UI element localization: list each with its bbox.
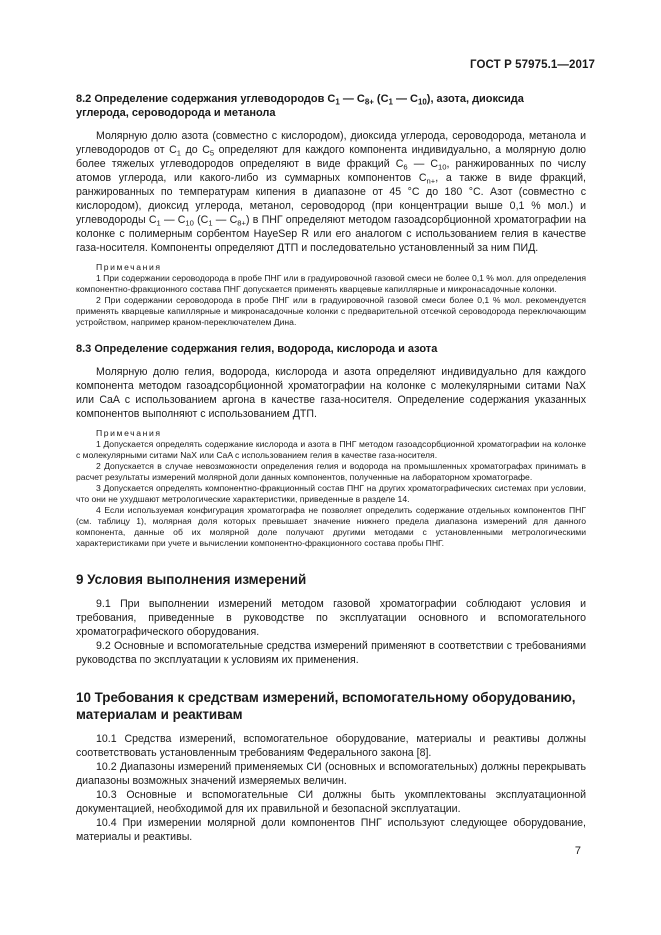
- section-10-4-paragraph: 10.4 При измерении молярной доли компонентов ПНГ используют следующее оборудование, материалы и реактивы.: [76, 817, 586, 843]
- note-item: 3 Допускается определять компонентно-фракционный состав ПНГ на других хроматографических системах при условии, что они не ухудшают метрологические характеристики, приведенные в разделе 14.: [76, 483, 586, 504]
- note-item: 2 Допускается в случае невозможности определения гелия и водорода на промышленных хроматографах принимать в расчет результаты измерений молярной доли данных компонентов, полученные на лабораторном хроматографе.: [76, 461, 586, 482]
- section-8-3-paragraph: Молярную долю гелия, водорода, кислорода и азота определяют индивидуально для каждого компонента методом газоадсорбционной хроматографии на колонке с молекулярными ситами NaX или CaA с использованием аргона в качестве газа-носителя. Определение содержания указанных компонентов выполняют с использованием ДТП.: [76, 366, 586, 420]
- page-number: 7: [574, 845, 581, 857]
- section-8-3-heading: 8.3 Определение содержания гелия, водорода, кислорода и азота: [76, 343, 438, 355]
- section-8-2-notes: [76, 262, 586, 328]
- section-9-1-paragraph: 9.1 При выполнении измерений методом газовой хроматографии соблюдают условия и требования, приведенные в руководстве по эксплуатации основного и вспомогательного хроматографического оборудования.: [76, 598, 586, 638]
- section-10-3-paragraph: 10.3 Основные и вспомогательные СИ должны быть укомплектованы эксплуатационной документацией, необходимой для их правильной и безопасной эксплуатации.: [76, 789, 586, 815]
- notes-title: Примечания: [96, 428, 162, 438]
- section-9-heading: 9 Условия выполнения измерений: [76, 572, 307, 587]
- note-item: 4 Если используемая конфигурация хроматографа не позволяет определить содержание отдельных компонентов ПНГ (см. таблицу 1), молярная доля которых превышает значение нижнего предела диапазона измерений для данного компонента, данные об их молярной доле получают другими методами с установленными метрологическими характеристиками при учете и вычислении компонентно-фракционного состава пробы ПНГ.: [76, 505, 586, 548]
- note-item: 1 Допускается определять содержание кислорода и азота в ПНГ методом газоадсорбционной хроматографии на колонке с молекулярными ситами NaX или CaA с использованием гелия в качестве газа-носителя.: [76, 439, 586, 460]
- section-10-2-paragraph: 10.2 Диапазоны измерений применяемых СИ (основных и вспомогательных) должны перекрывать диапазоны возможных значений измеряемых величин.: [76, 761, 586, 787]
- note-item: 1 При содержании сероводорода в пробе ПНГ или в градуировочной газовой смеси не более 0,1 % мол. для определения компонентно-фракционного состава ПНГ допускается применять кварцевые капиллярные и микронасадочные колонки.: [76, 273, 586, 294]
- section-10-1-paragraph: 10.1 Средства измерений, вспомогательное оборудование, материалы и реактивы должны соответствовать установленным требованиям Федерального закона [8].: [76, 733, 586, 759]
- standard-designation: ГОСТ Р 57975.1—2017: [470, 59, 595, 71]
- section-9-2-paragraph: 9.2 Основные и вспомогательные средства измерений применяют в соответствии с требованиями руководства по эксплуатации к условиям их применения.: [76, 640, 586, 666]
- note-item: 2 При содержании сероводорода в пробе ПНГ или в градуировочной газовой смеси более 0,1 % мол. рекомендуется применять кварцевые капиллярные и микронасадочные колонки с предварительной отсечкой сероводорода переключающим устройством, например краном-переключателем Дина.: [76, 295, 586, 327]
- page-content: [76, 92, 586, 844]
- section-8-3-notes: [76, 428, 586, 549]
- section-10-heading: 10 Требования к средствам измерений, вспомогательному оборудованию, материалам и реактивам: [76, 690, 576, 722]
- notes-title: Примечания: [96, 262, 162, 272]
- section-8-2-paragraph: Молярную долю азота (совместно с кислородом), диоксида углерода, сероводорода, метанола и углеводородов от $C_1$ до $C_5$ определяют для каждого компонента индивидуально, а молярную долю более тяжелых углеводородов определяют в виде фракций $C_6$ — $C_{10}$, ранжированных по числу атомов углерода, или какого-либо из суммарных компонентов $C_{n+}$, а также в виде фракций, ранжированных по температурам кипения в диапазоне от 45 °C до 180 °C. Азот (совместно с кислородом), диоксид углерода, метанол, сероводород (при концентрации выше 0,1 % мол.) и углеводороды $C_1$ — $C_{10}$ ($C_1$ — $C_{8+}$) в ПНГ определяют методом газоадсорбционной хроматографии на колонке с полимерным сорбентом HayeSep R или его аналогом с использованием гелия в качестве газа-носителя. Компоненты определяют ДТП и последовательно установленный за ним ПИД.: [76, 130, 586, 254]
- section-8-2-heading: 8.2 Определение содержания углеводородов $C_1$ — $C_{8+}$ ($C_1$ — $C_{10}$), азота, диоксида углерода, сероводорода и метанола: [76, 93, 524, 119]
